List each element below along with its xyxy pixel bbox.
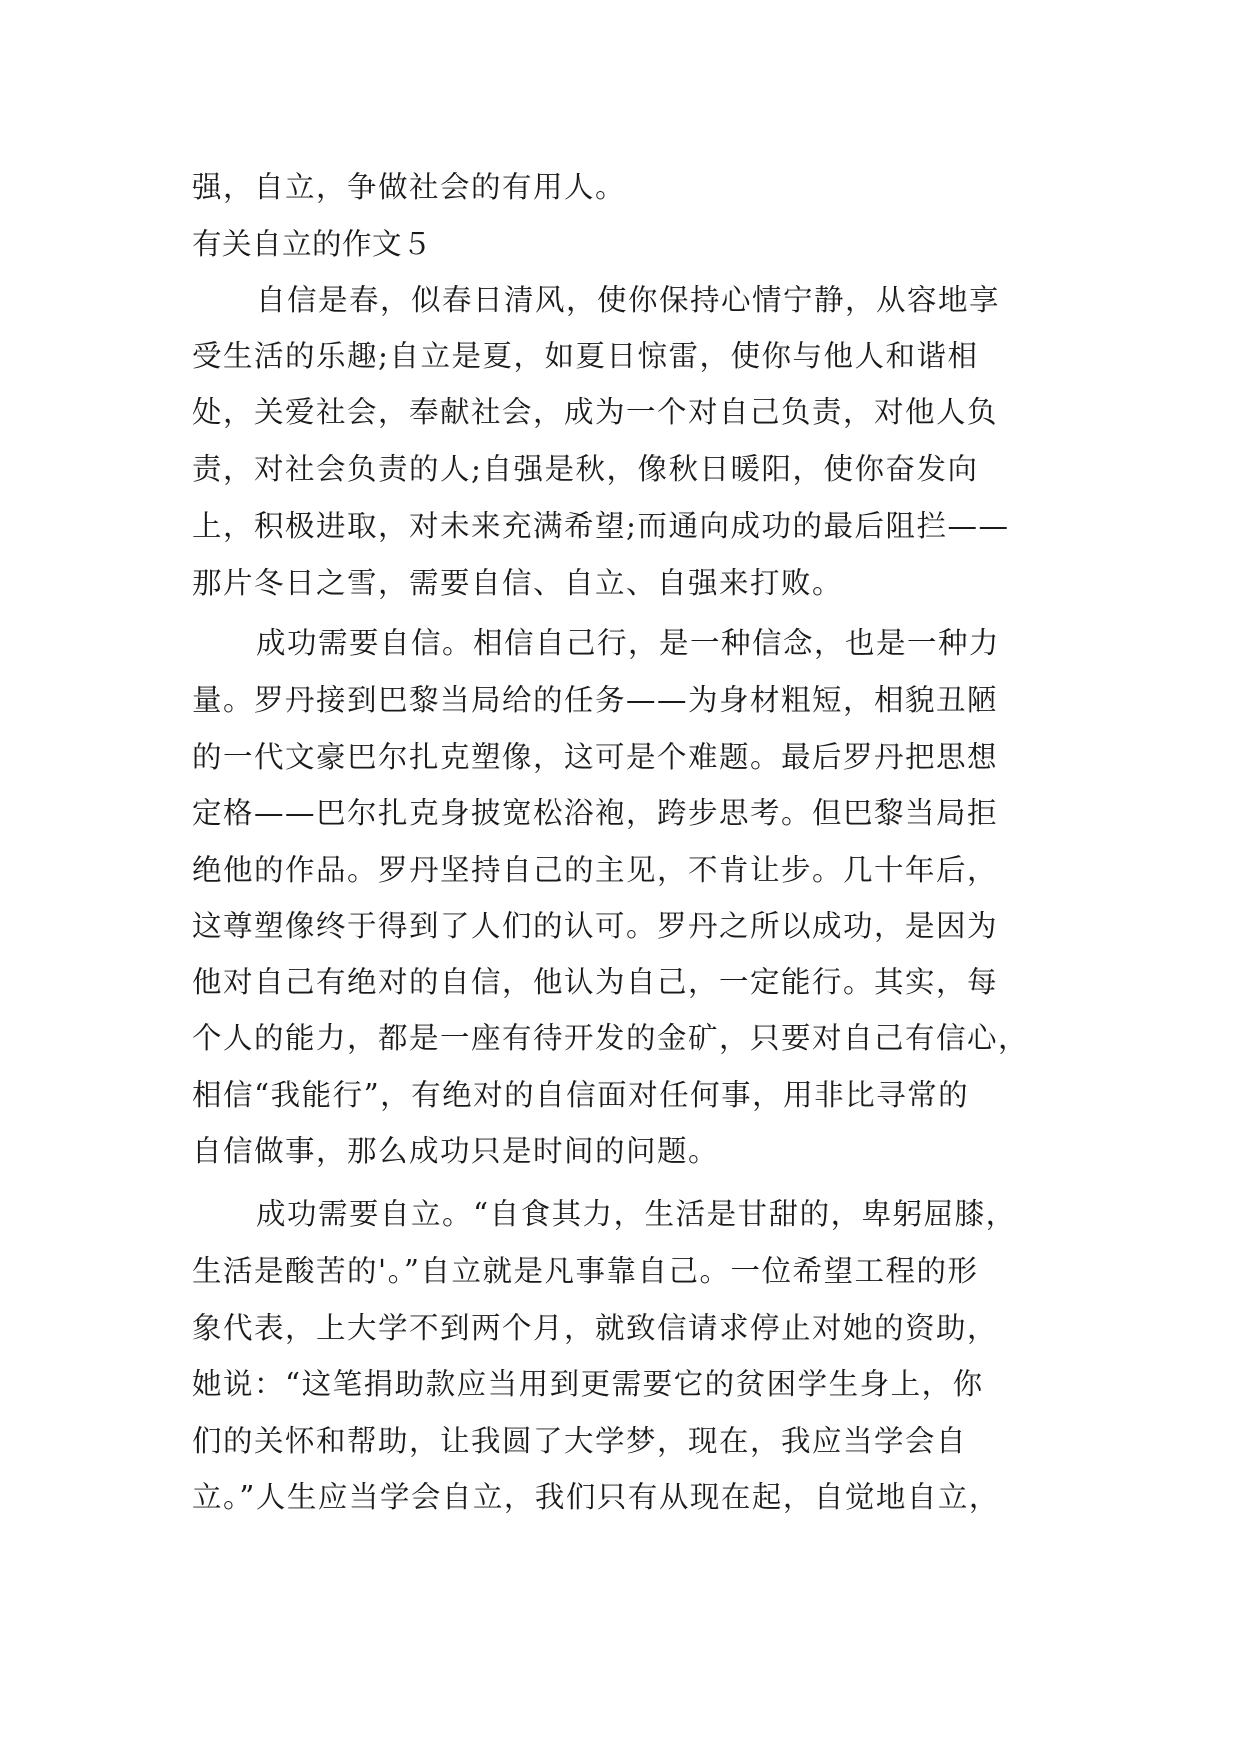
text-line: 们的关怀和帮助，让我圆了大学梦，现在，我应当学会自 (192, 1424, 968, 1458)
text-line: 她说：“这笔捐助款应当用到更需要它的贫困学生身上，你 (192, 1367, 984, 1401)
text-line: 这尊塑像终于得到了人们的认可。罗丹之所以成功，是因为 (192, 909, 999, 943)
text-line: 成功需要自立。“自食其力，生活是甘甜的，卑躬屈膝， (256, 1197, 1017, 1231)
text-line: 个人的能力，都是一座有待开发的金矿，只要对自己有信心， (192, 1021, 1030, 1055)
text-line: 那片冬日之雪，需要自信、自立、自强来打败。 (192, 566, 844, 600)
text-line: 受生活的乐趣;自立是夏，如夏日惊雷，使你与他人和谐相 (192, 339, 979, 373)
text-line: 强，自立，争做社会的有用人。 (192, 170, 627, 204)
text-line: 生活是酸苦的'。”自立就是凡事靠自己。一位希望工程的形 (192, 1254, 979, 1288)
text-line: 自信是春，似春日清风，使你保持心情宁静，从容地享 (256, 283, 1001, 317)
text-line: 绝他的作品。罗丹坚持自己的主见，不肯让步。几十年后， (192, 853, 999, 887)
text-line: 成功需要自信。相信自己行，是一种信念，也是一种力 (256, 626, 1001, 660)
text-line: 量。罗丹接到巴黎当局给的任务——为身材粗短，相貌丑陋 (192, 683, 999, 717)
text-line: 责，对社会负责的人;自强是秋，像秋日暖阳，使你奋发向 (192, 452, 979, 486)
text-line: 相信“我能行”，有绝对的自信面对任何事，用非比寻常的 (192, 1078, 970, 1112)
text-line: 自信做事，那么成功只是时间的问题。 (192, 1134, 720, 1168)
section-heading: 有关自立的作文５ (192, 227, 433, 261)
text-line: 处，关爱社会，奉献社会，成为一个对自己负责，对他人负 (192, 395, 999, 429)
text-line: 的一代文豪巴尔扎克塑像，这可是个难题。最后罗丹把思想 (192, 740, 999, 774)
text-line: 象代表，上大学不到两个月，就致信请求停止对她的资助， (192, 1311, 999, 1345)
text-line: 上，积极进取，对未来充满希望;而通向成功的最后阻拦—— (192, 509, 1010, 543)
text-line: 定格——巴尔扎克身披宽松浴袍，跨步思考。但巴黎当局拒 (192, 796, 999, 830)
text-line: 他对自己有绝对的自信，他认为自己，一定能行。其实，每 (192, 965, 999, 999)
text-line: 立。”人生应当学会自立，我们只有从现在起，自觉地自立， (192, 1480, 1000, 1514)
